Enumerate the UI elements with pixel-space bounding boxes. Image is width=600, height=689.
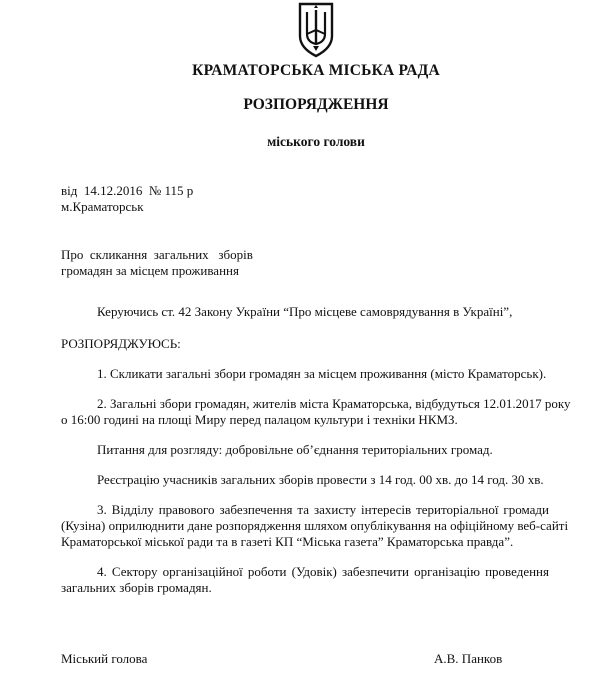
item-3-line-1: 3. Відділу правового забезпечення та захисту інтересів територіальної громади: [97, 502, 549, 517]
item-2-line-2: о 16:00 годині на площі Миру перед палацом культури і техніки НКМЗ.: [61, 412, 458, 427]
date-number: від 14.12.2016 № 115 р: [61, 183, 194, 198]
agenda: Питання для розгляду: добровільне об’єднання територіальних громад.: [97, 442, 493, 457]
legal-basis: Керуючись ст. 42 Закону України “Про місцеве самоврядування в Україні”,: [97, 304, 513, 319]
place: м.Краматорськ: [61, 199, 144, 214]
item-1: 1. Скликати загальні збори громадян за місцем проживання (місто Краматорськ).: [97, 366, 547, 381]
council-title: КРАМАТОРСЬКА МІСЬКА РАДА: [192, 62, 440, 79]
subject-line-1: Про скликання загальних зборів: [61, 247, 253, 262]
issuer-title: міського голови: [267, 134, 365, 149]
document-type: РОЗПОРЯДЖЕННЯ: [243, 96, 389, 113]
item-2-line-1: 2. Загальні збори громадян, жителів міста Краматорська, відбудуться 12.01.2017 року: [97, 396, 571, 411]
item-4-line-2: загальних зборів громадян.: [61, 580, 212, 595]
subject-line-2: громадян за місцем проживання: [61, 263, 239, 278]
order-word: РОЗПОРЯДЖУЮСЬ:: [61, 336, 181, 351]
item-4-line-1: 4. Сектору організаційної роботи (Удовік) забезпечити організацію проведення: [97, 564, 549, 579]
trident-coat-of-arms-icon: [296, 0, 336, 58]
signature-name: А.В. Панков: [434, 651, 503, 666]
registration: Реєстрацію учасників загальних зборів провести з 14 год. 00 хв. до 14 год. 30 хв.: [97, 472, 544, 487]
item-3-line-2: (Кузіна) оприлюднити дане розпорядження шляхом опублікування на офіційному веб-сайті: [61, 518, 569, 533]
item-3-line-3: Краматорської міської ради та в газеті КП “Міська газета” Краматорська правда”.: [61, 534, 514, 549]
signature-title: Міський голова: [61, 651, 148, 666]
